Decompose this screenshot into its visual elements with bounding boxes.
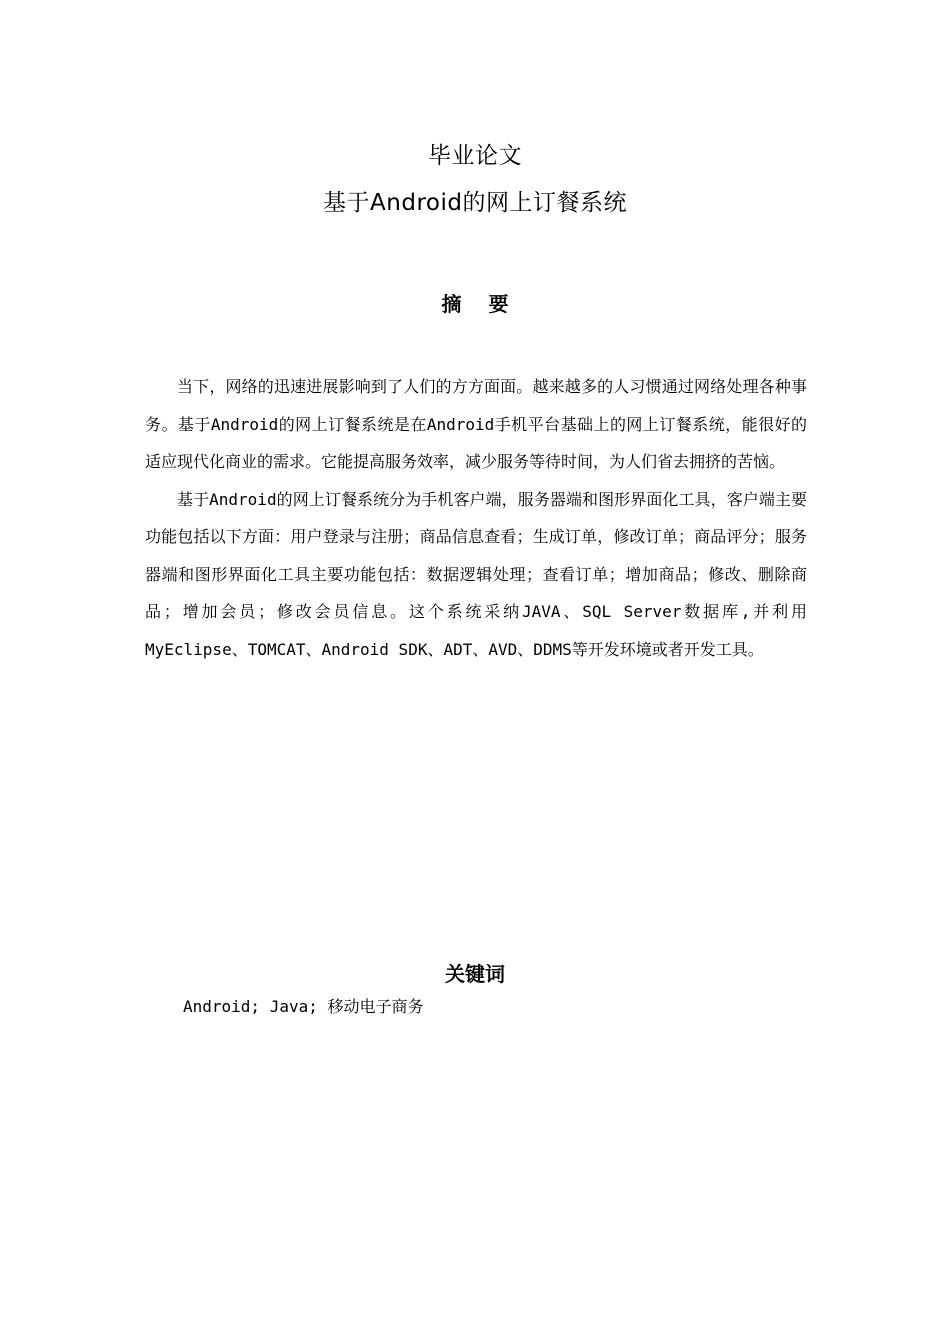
thesis-title: 基于Android的网上订餐系统 (323, 190, 627, 216)
abstract-heading: 摘 要 (441, 292, 519, 316)
abstract-paragraph-2: 基于Android的网上订餐系统分为手机客户端，服务器端和图形界面化工具，客户端主要功能包括以下方面：用户登录与注册；商品信息查看；生成订单，修改订单；商品评分；服务器端和图形界面化工具主要功能包括：数据逻辑处理；查看订单；增加商品；修改、删除商品；增加会员；修改会员信息。这个系统采纳JAVA、SQL Server数据库,并利用MyEclipse、TOMCAT、Android SDK、ADT、AVD、DDMS等开发环境或者开发工具。 (145, 489, 807, 659)
thesis-label: 毕业论文 (428, 143, 522, 169)
abstract-paragraph-1: 当下，网络的迅速进展影响到了人们的方方面面。越来越多的人习惯通过网络处理各种事务。基于Android的网上订餐系统是在Android手机平台基础上的网上订餐系统，能很好的适应现代化商业的需求。它能提高服务效率，减少服务等待时间，为人们省去拥挤的苦恼。 (145, 377, 807, 471)
keywords-heading: 关键词 (445, 962, 505, 986)
keywords-text: Android; Java; 移动电子商务 (183, 997, 424, 1016)
abstract-body (145, 368, 807, 668)
